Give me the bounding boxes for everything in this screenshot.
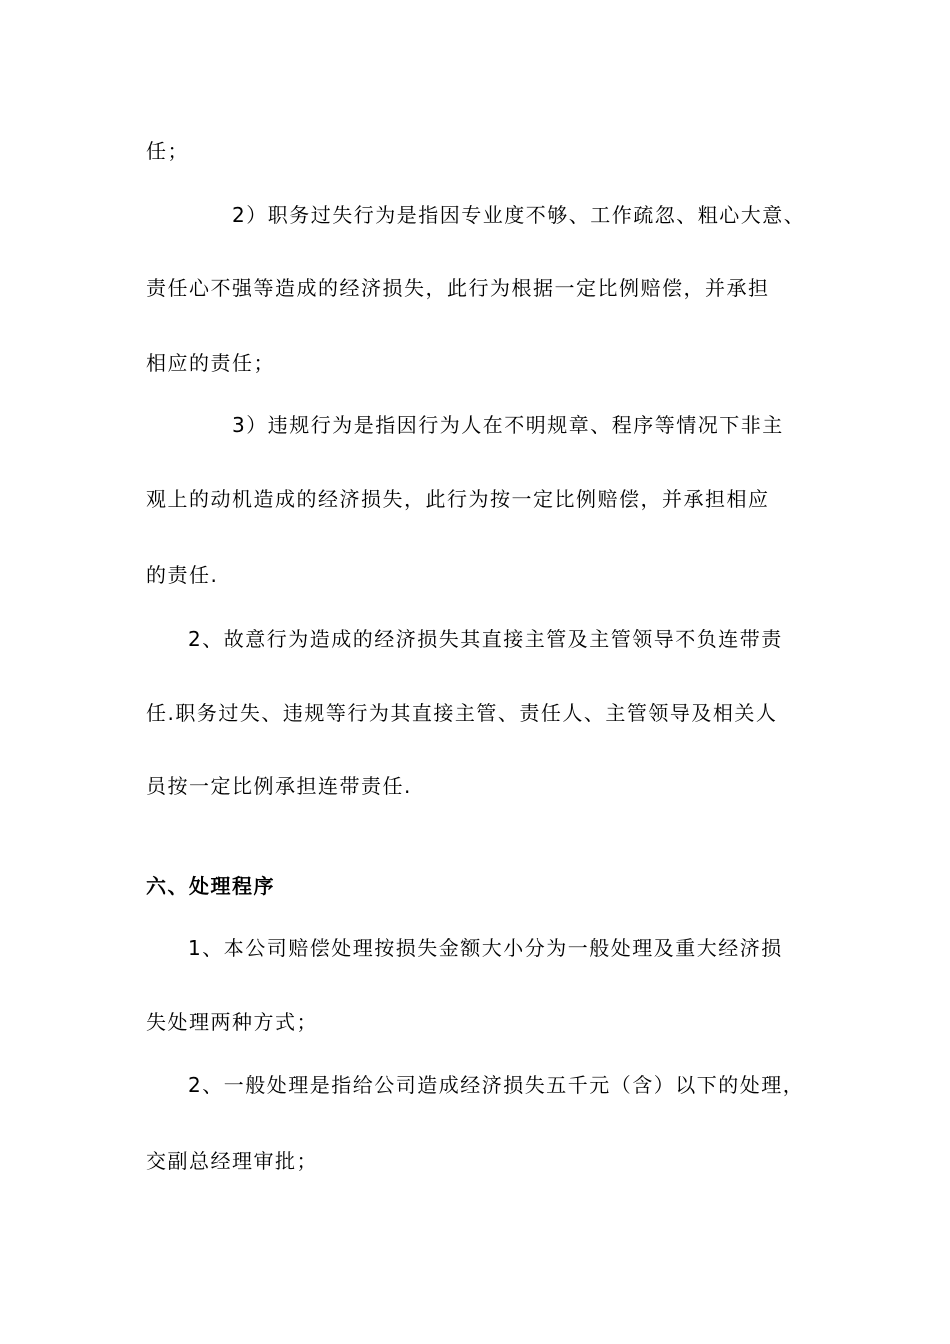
paragraph-line: 3）违规行为是指因行为人在不明规章、程序等情况下非主 [232,413,784,437]
paragraph-line: 责任心不强等造成的经济损失，此行为根据一定比例赔偿，并承担 [146,276,770,300]
paragraph-line: 2）职务过失行为是指因专业度不够、工作疏忽、粗心大意、 [232,203,806,227]
paragraph-line: 任； [146,139,189,163]
paragraph-line: 相应的责任； [146,351,275,375]
paragraph-line: 交副总经理审批； [146,1149,318,1173]
paragraph-line: 员按一定比例承担连带责任. [146,774,412,798]
paragraph-line: 2、故意行为造成的经济损失其直接主管及主管领导不负连带责 [188,627,783,651]
paragraph-line: 观上的动机造成的经济损失，此行为按一定比例赔偿，并承担相应 [146,487,770,511]
paragraph-line: 任.职务过失、违规等行为其直接主管、责任人、主管领导及相关人 [146,701,778,725]
paragraph-line: 2、一般处理是指给公司造成经济损失五千元（含）以下的处理， [188,1073,805,1097]
paragraph-line: 失处理两种方式； [146,1010,318,1034]
paragraph-line: 的责任. [146,563,219,587]
paragraph-line: 1、本公司赔偿处理按损失金额大小分为一般处理及重大经济损 [188,936,783,960]
section-heading: 六、处理程序 [146,874,275,898]
